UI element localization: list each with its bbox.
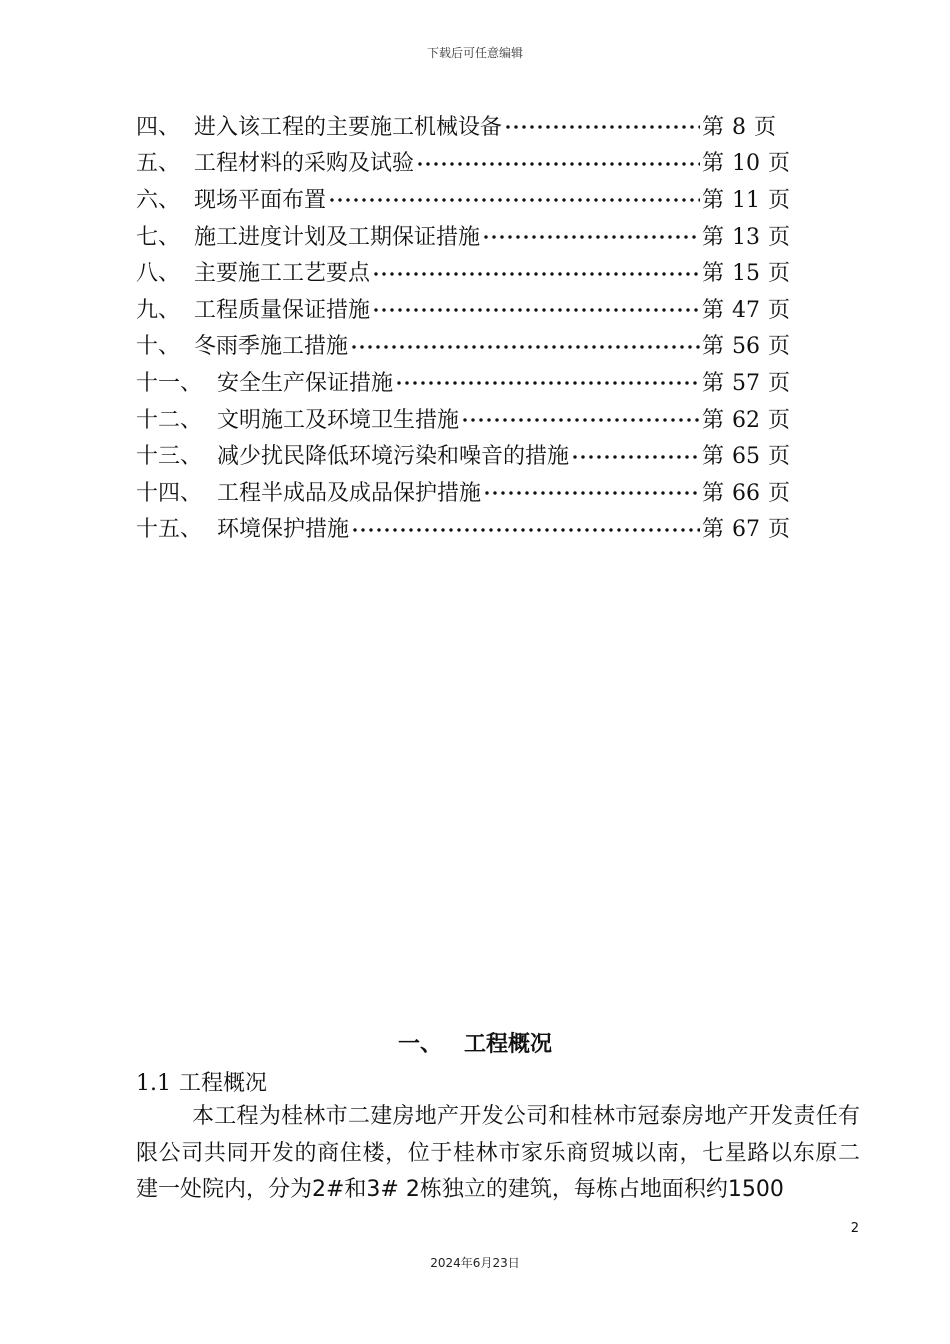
toc-entry-page: [702, 512, 796, 543]
toc-entry-page: [702, 476, 796, 507]
toc-page-suffix: 页: [768, 224, 791, 250]
toc-entry-number: 十四、: [136, 480, 203, 506]
body-paragraph: 本工程为桂林市二建房地产开发公司和桂林市冠泰房地产开发责任有限公司共同开发的商住楼，位于桂林市家乐商贸城以南，七星路以东原二建一处院内，分为2#和3# 2栋独立的建筑，每栋占地面积约1500: [136, 1104, 860, 1202]
page-footer-date: 2024年6月23日: [430, 1256, 520, 1270]
toc-page-prefix: 第: [702, 517, 725, 543]
toc-page-suffix: 页: [768, 151, 791, 177]
toc-entry-number: 六、: [136, 187, 181, 213]
toc-entry-page: [702, 293, 796, 324]
toc-entry-title: 冬雨季施工措施: [194, 334, 349, 360]
toc-page-prefix: 第: [702, 224, 725, 250]
toc-dot-leader: [350, 344, 700, 350]
toc-entry-page: [702, 366, 796, 397]
toc-page-prefix: 第: [702, 370, 725, 396]
toc-entry-number: 八、: [136, 261, 181, 287]
toc-page-number: 10: [732, 151, 761, 177]
toc-entry-title: 安全生产保证措施: [217, 370, 394, 396]
toc-entry-page: [702, 256, 796, 287]
toc-entry-title: 环境保护措施: [217, 517, 350, 543]
section-heading: [0, 1027, 950, 1058]
toc-page-prefix: 第: [702, 297, 725, 323]
section-number: 一、: [397, 1032, 442, 1057]
toc-entry-title: 工程半成品及成品保护措施: [217, 480, 482, 506]
toc-entry-number: 七、: [136, 224, 181, 250]
page-number: 2: [850, 1221, 859, 1236]
toc-page-number: 57: [732, 370, 761, 396]
toc-entry-number: 五、: [136, 151, 181, 177]
toc-page-prefix: 第: [702, 151, 725, 177]
toc-entry: [136, 473, 796, 510]
toc-page-number: 56: [732, 334, 761, 360]
toc-entry-title: 工程质量保证措施: [194, 297, 371, 323]
toc-page-number: 8: [732, 114, 747, 140]
subsection-title-text: 工程概况: [179, 1071, 268, 1096]
toc-page-prefix: 第: [702, 114, 725, 140]
section-title-text: 工程概况: [464, 1032, 553, 1057]
toc-page-suffix: 页: [768, 297, 791, 323]
toc-page-number: 15: [732, 261, 761, 287]
toc-entry-number: 十三、: [136, 444, 203, 470]
toc-entry-number: 九、: [136, 297, 181, 323]
toc-dot-leader: [351, 527, 700, 533]
toc-entry-title: 现场平面布置: [194, 187, 327, 213]
toc-entry: [136, 144, 796, 181]
toc-dot-leader: [571, 454, 700, 460]
toc-page-prefix: 第: [702, 261, 725, 287]
toc-page-number: 11: [732, 187, 761, 213]
toc-entry-number: 十五、: [136, 517, 203, 543]
toc-entry: [136, 217, 796, 254]
toc-dot-leader: [395, 380, 700, 386]
toc-dot-leader: [483, 490, 700, 496]
toc-entry-number: 十、: [136, 334, 181, 360]
toc-entry-title: 文明施工及环境卫生措施: [217, 407, 460, 433]
toc-page-number: 13: [732, 224, 761, 250]
toc-page-suffix: 页: [768, 334, 791, 360]
toc-dot-leader: [461, 417, 700, 423]
toc-page-prefix: 第: [702, 187, 725, 213]
toc-entry-number: 四、: [136, 114, 181, 140]
toc-page-number: 47: [732, 297, 761, 323]
toc-entry-page: [702, 146, 796, 177]
toc-entry: [136, 253, 796, 290]
toc-entry-page: [702, 439, 796, 470]
toc-entry: [136, 107, 796, 144]
toc-page-suffix: 页: [768, 370, 791, 396]
toc-entry-page: [702, 110, 796, 141]
toc-page-suffix: 页: [768, 480, 791, 506]
toc-entry-page: [702, 403, 796, 434]
toc-entry-number: 十二、: [136, 407, 203, 433]
toc-page-number: 67: [732, 517, 761, 543]
toc-entry-title: 进入该工程的主要施工机械设备: [194, 114, 503, 140]
table-of-contents: [136, 107, 796, 546]
toc-page-suffix: 页: [754, 114, 777, 140]
toc-entry-title: 施工进度计划及工期保证措施: [194, 224, 481, 250]
toc-page-number: 65: [732, 444, 761, 470]
toc-page-suffix: 页: [768, 407, 791, 433]
toc-entry-number: 十一、: [136, 370, 203, 396]
toc-entry: [136, 290, 796, 327]
toc-entry-title: 减少扰民降低环境污染和噪音的措施: [217, 444, 570, 470]
toc-entry-page: [702, 329, 796, 360]
toc-page-number: 62: [732, 407, 761, 433]
toc-page-suffix: 页: [768, 261, 791, 287]
subsection-heading: [136, 1066, 267, 1097]
toc-entry: [136, 510, 796, 547]
toc-page-number: 66: [732, 480, 761, 506]
toc-page-prefix: 第: [702, 407, 725, 433]
toc-entry: [136, 180, 796, 217]
toc-page-suffix: 页: [768, 187, 791, 213]
toc-entry-title: 主要施工工艺要点: [194, 261, 371, 287]
toc-dot-leader: [328, 197, 700, 203]
toc-entry: [136, 327, 796, 364]
toc-dot-leader: [416, 161, 700, 167]
toc-dot-leader: [372, 307, 700, 313]
page-header: 下载后可任意编辑: [426, 46, 523, 60]
toc-entry-page: [702, 220, 796, 251]
toc-entry-title: 工程材料的采购及试验: [194, 151, 415, 177]
toc-page-suffix: 页: [768, 517, 791, 543]
toc-page-prefix: 第: [702, 334, 725, 360]
toc-dot-leader: [372, 271, 700, 277]
toc-dot-leader: [482, 234, 700, 240]
subsection-number: 1.1: [136, 1071, 171, 1096]
toc-entry: [136, 400, 796, 437]
toc-entry-page: [702, 183, 796, 214]
toc-dot-leader: [504, 124, 700, 130]
toc-entry: [136, 363, 796, 400]
toc-page-prefix: 第: [702, 480, 725, 506]
toc-page-prefix: 第: [702, 444, 725, 470]
toc-entry: [136, 436, 796, 473]
toc-page-suffix: 页: [768, 444, 791, 470]
